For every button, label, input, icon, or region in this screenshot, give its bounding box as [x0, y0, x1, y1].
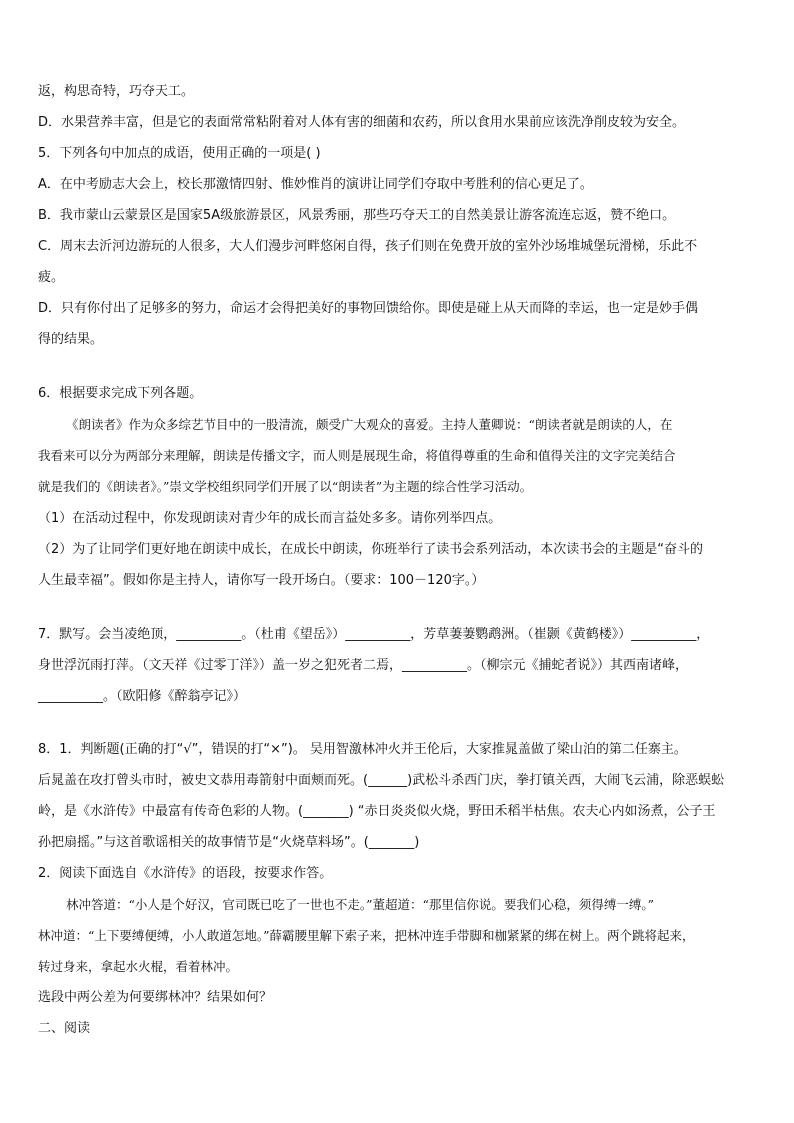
sub-question: 2．阅读下面选自《水浒传》的语段，按要求作答。	[38, 866, 333, 881]
option-a: A．在中考励志大会上，校长那激情四射、惟妙惟肖的演讲让同学们夺取中考胜利的信心更足了。	[38, 177, 593, 192]
text-line: 后晁盖在攻打曾头市时，被史文恭用毒箭射中面颊而死。(______)武松斗杀西门庆，拳打镇关西，大闹飞云浦，除恶蜈蚣	[38, 773, 725, 788]
question-8: 8．1．判断题(正确的打“√”，错误的打“×”)。 吴用智激林冲火并王伦后，大家推晁盖做了梁山泊的第二任寨主。	[38, 742, 687, 757]
sub-question: （1）在活动过程中，你发现朗读对青少年的成长而言益处多多。请你列举四点。	[38, 511, 502, 526]
sub-question: （2）为了让同学们更好地在朗读中成长，在成长中朗读，你班举行了读书会系列活动，本次读书会的主题是“奋斗的	[38, 542, 704, 557]
question-7: 7．默写。会当凌绝顶，__________。（杜甫《望岳》）__________，芳草萋萋鹦鹉洲。（崔颢《黄鹤楼》）__________，	[38, 627, 710, 642]
text-line: 身世浮沉雨打萍。（文天祥《过零丁洋》）盖一岁之犯死者二焉，__________。（柳宗元《捕蛇者说》）其西南诸峰，	[38, 658, 689, 673]
question-5: 5．下列各句中加点的成语，使用正确的一项是( )	[38, 146, 321, 161]
passage-line: 我看来可以分为两部分来理解，朗读是传播文字，而人则是展现生命，将值得尊重的生命和值得关注的文字完美结合	[38, 448, 676, 463]
text-line: 孙把扇摇。”与这首歌谣相关的故事情节是“火烧草料场”。(_______)	[38, 835, 420, 850]
text-line: __________。（欧阳修《醉翁亭记》）	[38, 689, 247, 704]
option-d: D．水果营养丰富，但是它的表面常常粘附着对人体有害的细菌和农药，所以食用水果前应该洗净削皮较为安全。	[38, 115, 686, 130]
option-d: D．只有你付出了足够多的努力，命运才会得把美好的事物回馈给你。即使是碰上从天而降的幸运，也一定是妙手偶	[38, 301, 699, 316]
text-line: 人生最幸福”。假如你是主持人，请你写一段开场白。（要求：100－120字。）	[38, 573, 485, 588]
passage-line: 林冲道：“上下要缚便缚，小人敢道怎地。”薛霸腰里解下索子来，把林冲连手带脚和枷紧紧的绑在树上。两个跳将起来，	[38, 928, 695, 943]
passage-line: 林冲答道：“小人是个好汉，官司既已吃了一世也不走。”董超道：“那里信你说。要我们心稳，须得缚一缚。”	[66, 897, 655, 912]
question-6: 6．根据要求完成下列各题。	[38, 386, 203, 401]
option-c: C．周末去沂河边游玩的人很多，大人们漫步河畔悠闲自得，孩子们则在免费开放的室外沙场堆城堡玩滑梯，乐此不	[38, 239, 698, 254]
text-line: 疲。	[38, 270, 65, 285]
sub-question: 选段中两公差为何要绑林冲？结果如何？	[38, 990, 273, 1005]
option-b: B．我市蒙山云蒙景区是国家5A级旅游景区，风景秀丽，那些巧夺天工的自然美景让游客流连忘返，赞不绝口。	[38, 208, 676, 223]
passage-line: 就是我们的《朗读者》。”崇文学校组织同学们开展了以“朗读者”为主题的综合性学习活动。	[38, 479, 533, 494]
passage-line: 转过身来，拿起水火棍，看着林冲。	[38, 959, 239, 974]
text-line: 返，构思奇特，巧夺天工。	[38, 84, 195, 99]
section-heading: 二、阅读	[38, 1021, 91, 1036]
passage-line: 《朗读者》作为众多综艺节目中的一股清流，颇受广大观众的喜爱。主持人董卿说：“朗读者就是朗读的人，在	[66, 417, 673, 432]
text-line: 得的结果。	[38, 332, 104, 347]
text-line: 岭，是《水浒传》中最富有传奇色彩的人物。(_______) “赤日炎炎似火烧，野田禾稻半枯焦。农夫心内如汤煮，公子王	[38, 804, 716, 819]
